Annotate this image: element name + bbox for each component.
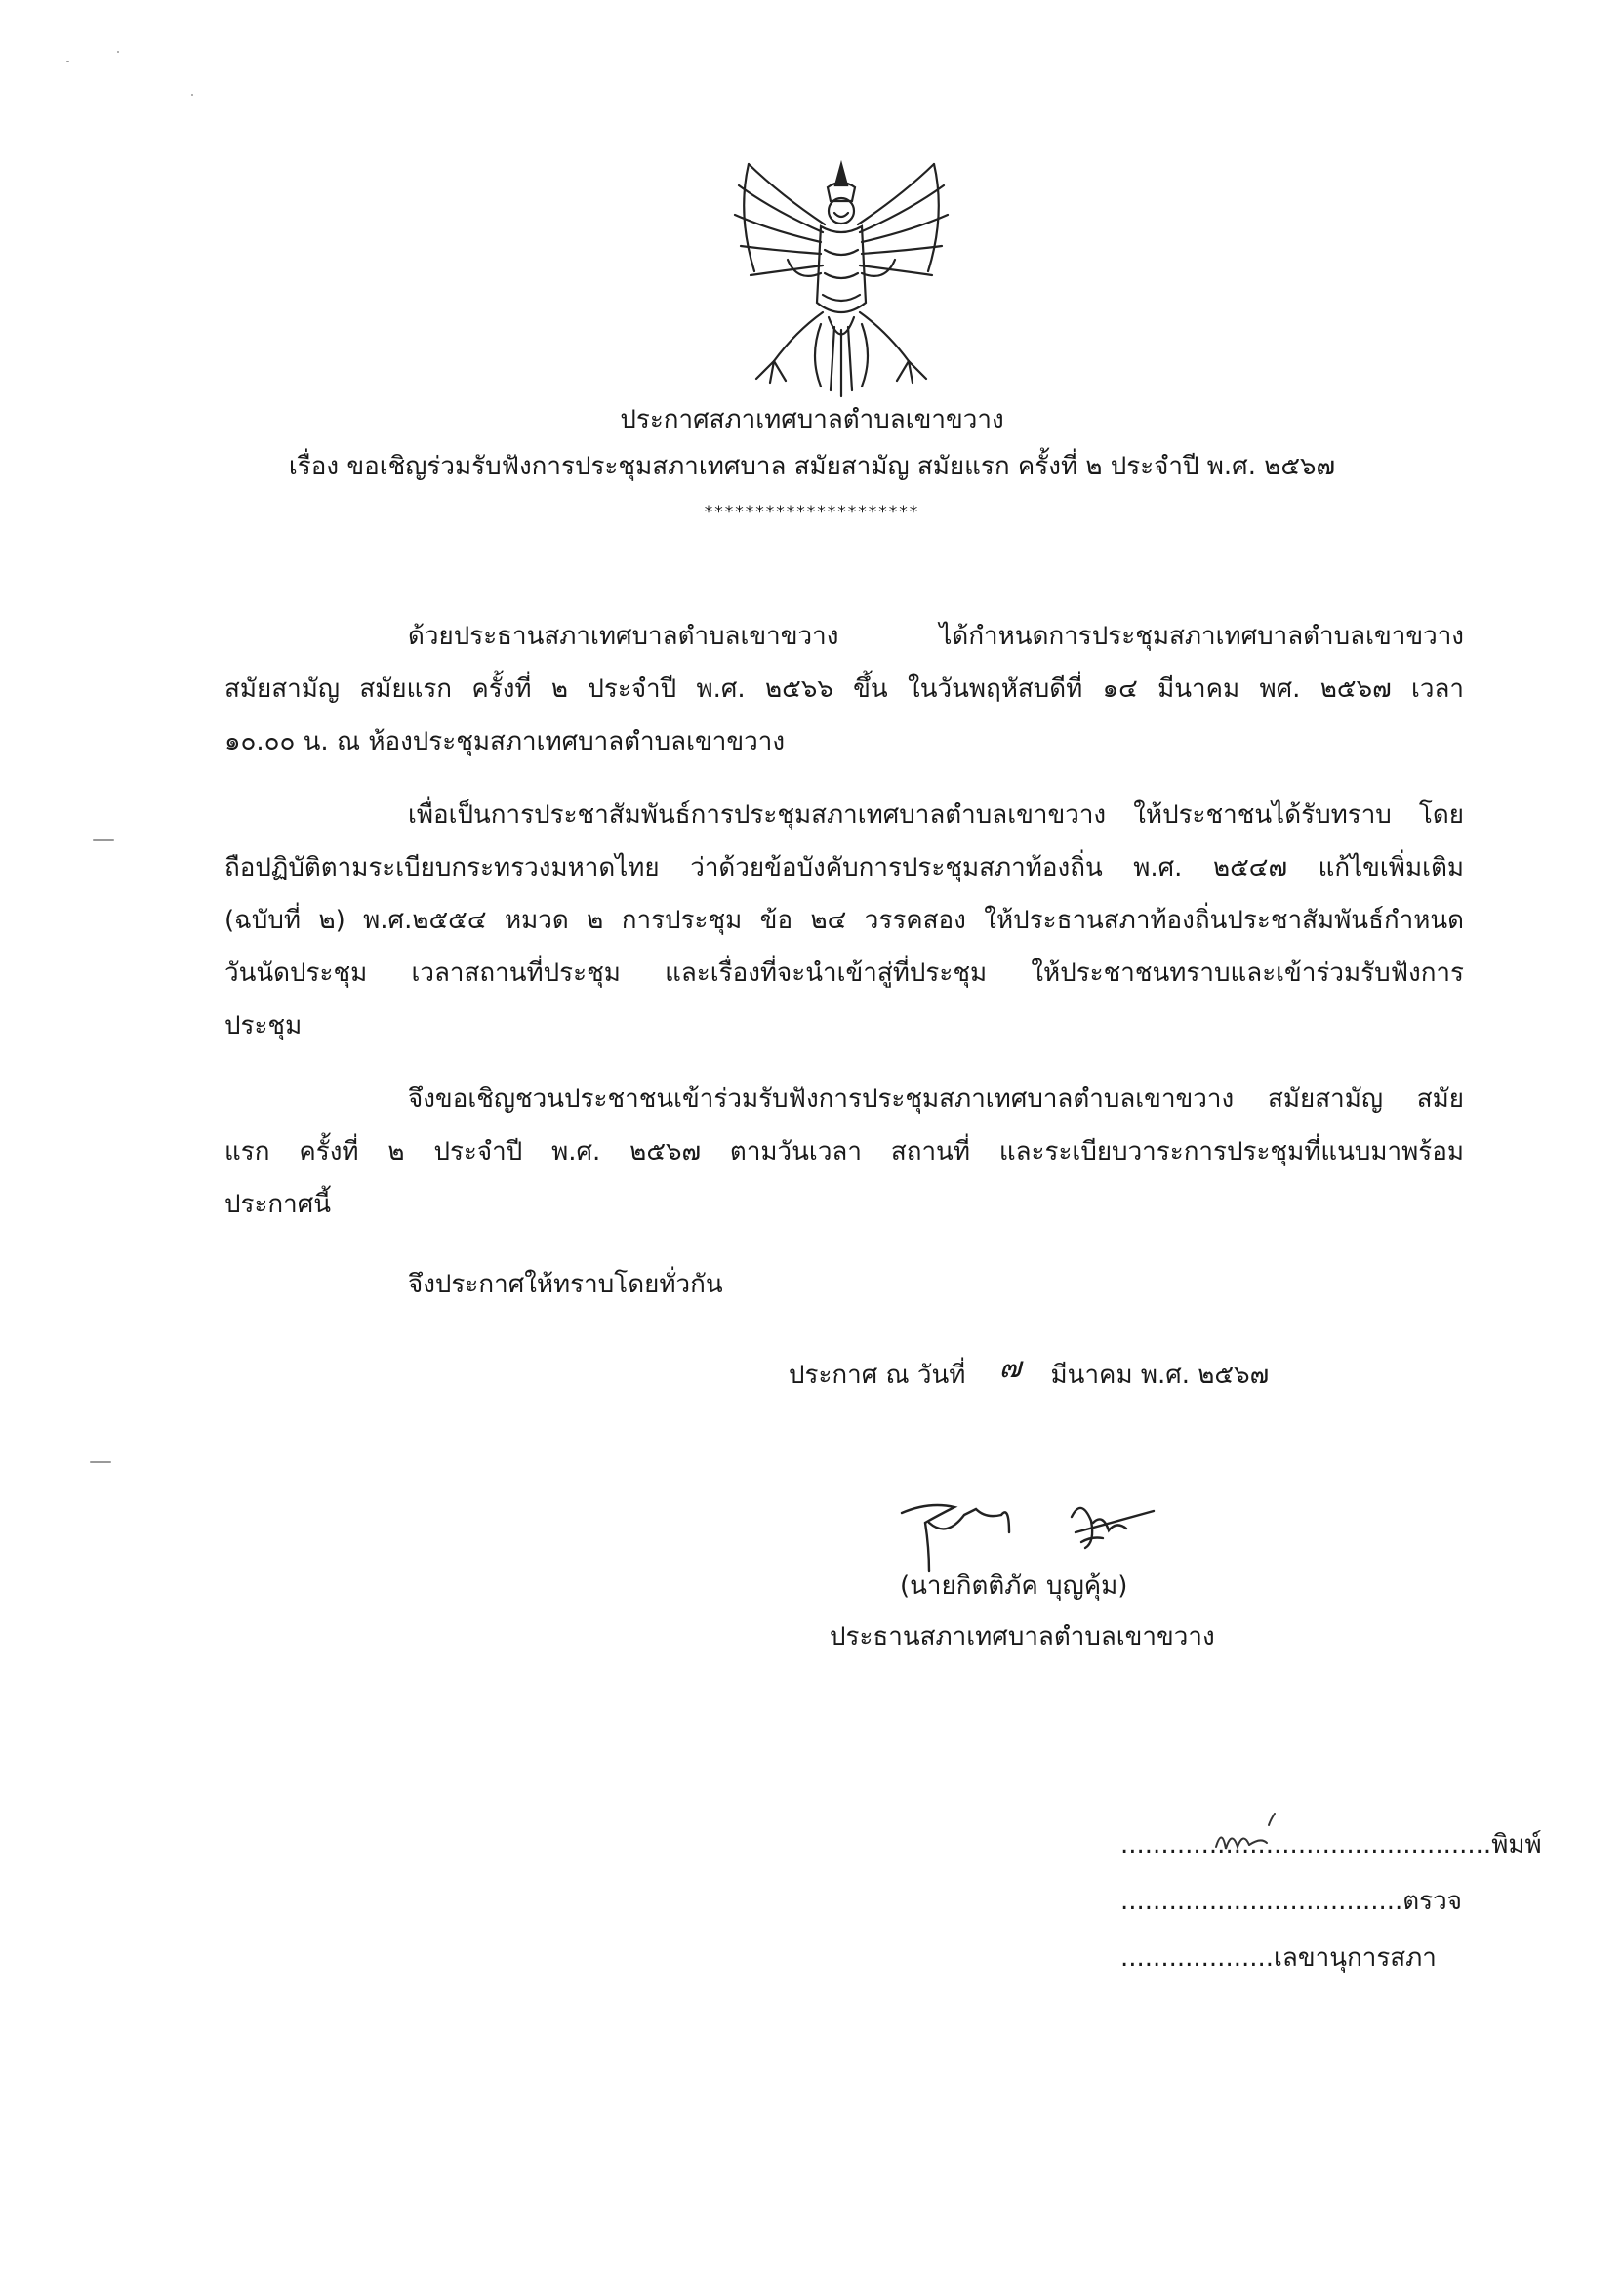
paragraph-3-line-2: แรก ครั้งที่ ๒ ประจำปี พ.ศ. ๒๕๖๗ ตามวันเวลา สถานที่ และระเบียบวาระการประชุมที่แนบมาพร้อม (224, 1137, 1464, 1166)
announcement-title: ประกาศสภาเทศบาลตำบลเขาขวาง (620, 405, 1004, 434)
paragraph-2-line-5: ประชุม (224, 1011, 303, 1040)
footer-typed-label: พิมพ์ (1491, 1830, 1542, 1859)
paragraph-1-line-2: สมัยสามัญ สมัยแรก ครั้งที่ ๒ ประจำปี พ.ศ. ๒๕๖๖ ขึ้น ในวันพฤหัสบดีที่ ๑๔ มีนาคม พศ. ๒๕๖๗ เวลา (224, 674, 1464, 704)
scan-mark (93, 839, 114, 841)
signatory-name: (นายกิตติภัค บุญคุ้ม) (900, 1571, 1128, 1601)
separator-stars: ********************* (704, 503, 920, 522)
paragraph-2-line-1: เพื่อเป็นการประชาสัมพันธ์การประชุมสภาเทศบาลตำบลเขาขวาง ให้ประชาชนได้รับทราบ โดย (408, 800, 1464, 830)
scan-mark (90, 1461, 111, 1463)
paragraph-1-line-3: ๑๐.๐๐ น. ณ ห้องประชุมสภาเทศบาลตำบลเขาขวาง (224, 727, 786, 756)
paragraph-1-line-1: ด้วยประธานสภาเทศบาลตำบลเขาขวาง ได้กำหนดการประชุมสภาเทศบาลตำบลเขาขวาง (408, 622, 1464, 651)
paragraph-2-line-3: (ฉบับที่ ๒) พ.ศ.๒๕๕๔ หมวด ๒ การประชุม ข้อ ๒๔ วรรคสอง ให้ประธานสภาท้องถิ่นประชาสัมพันธ์กำหนด (224, 906, 1464, 935)
initials-signature-icon (1210, 1808, 1288, 1862)
date-line (789, 1351, 1270, 1395)
scan-speck (191, 94, 193, 96)
footer-checked-line (1120, 1882, 1462, 1921)
footer-typed-dots: .............................................. (1120, 1830, 1492, 1859)
scan-speck (117, 51, 119, 53)
footer-secretary-dots: ................... (1120, 1943, 1275, 1973)
garuda-emblem-icon (727, 156, 956, 400)
signatory-position: ประธานสภาเทศบาลตำบลเขาขวาง (830, 1622, 1215, 1652)
scan-speck (66, 61, 69, 62)
footer-secretary-label: เลขานุการสภา (1274, 1943, 1437, 1973)
date-day-handwritten: ๗ (998, 1351, 1022, 1385)
date-suffix: มีนาคม พ.ศ. ๒๕๖๗ (1050, 1361, 1270, 1390)
date-prefix: ประกาศ ณ วันที่ (789, 1361, 966, 1390)
paragraph-2-line-4: วันนัดประชุม เวลาสถานที่ประชุม และเรื่องที่จะนำเข้าสู่ที่ประชุม ให้ประชาชนทราบและเข้าร่วมรับฟังการ (224, 958, 1464, 988)
handwritten-signature-icon (900, 1493, 1163, 1576)
footer-typed-line (1120, 1825, 1542, 1864)
footer-checked-dots: ................................... (1120, 1887, 1403, 1916)
paragraph-3-line-3: ประกาศนี้ (224, 1190, 332, 1219)
closing-statement: จึงประกาศให้ทราบโดยทั่วกัน (408, 1270, 723, 1299)
footer-secretary-line (1120, 1938, 1437, 1978)
paragraph-2-line-2: ถือปฏิบัติตามระเบียบกระทรวงมหาดไทย ว่าด้วยข้อบังคับการประชุมสภาท้องถิ่น พ.ศ. ๒๕๔๗ แก้ไขเพิ่มเติม (224, 853, 1464, 882)
paragraph-3-line-1: จึงขอเชิญชวนประชาชนเข้าร่วมรับฟังการประชุมสภาเทศบาลตำบลเขาขวาง สมัยสามัญ สมัย (408, 1084, 1464, 1114)
footer-checked-label: ตรวจ (1402, 1887, 1462, 1916)
subject-line: เรื่อง ขอเชิญร่วมรับฟังการประชุมสภาเทศบาล สมัยสามัญ สมัยแรก ครั้งที่ ๒ ประจำปี พ.ศ. ๒๕๖๗ (288, 452, 1336, 481)
